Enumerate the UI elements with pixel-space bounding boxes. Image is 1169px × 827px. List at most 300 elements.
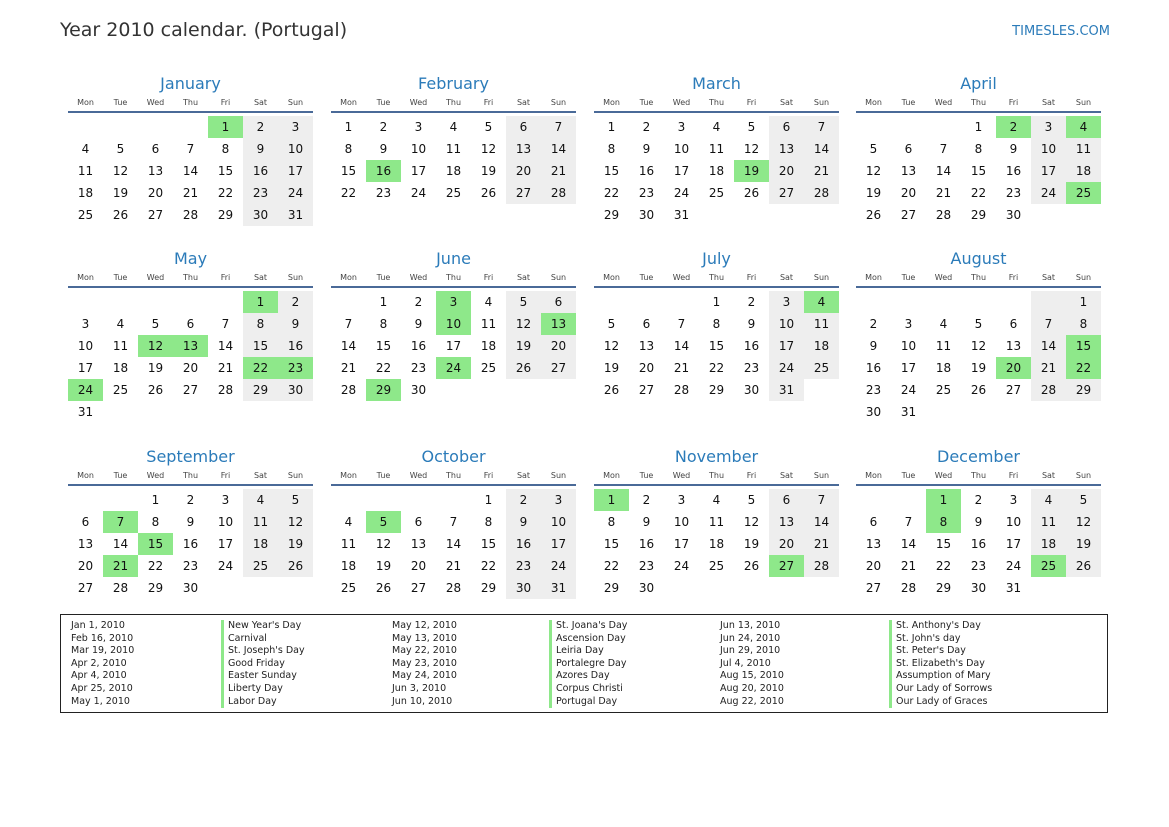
day-cell[interactable]: 26 — [112, 208, 129, 222]
day-cell[interactable]: 14 — [804, 138, 839, 160]
day-cell[interactable]: 25 — [708, 186, 725, 200]
day-cell[interactable]: 20 — [865, 559, 882, 573]
day-cell[interactable]: 3 — [81, 317, 90, 331]
day-cell[interactable]: 4 — [712, 120, 721, 134]
day-cell[interactable]: 20 — [541, 335, 576, 357]
day-cell[interactable]: 22 — [147, 559, 164, 573]
day-cell[interactable]: 29 — [935, 581, 952, 595]
day-cell[interactable]: 2 — [642, 120, 651, 134]
brand-link[interactable]: TIMESLES.COM — [1012, 24, 1110, 39]
day-cell[interactable]: 29 — [603, 208, 620, 222]
day-cell[interactable]: 30 — [410, 383, 427, 397]
day-cell[interactable]: 15 — [217, 164, 234, 178]
day-cell[interactable]: 2 — [869, 317, 878, 331]
day-cell[interactable]: 3 — [904, 317, 913, 331]
day-cell[interactable]: 5 — [484, 120, 493, 134]
day-cell[interactable]: 21 — [804, 533, 839, 555]
day-cell[interactable]: 7 — [1031, 313, 1066, 335]
day-cell[interactable]: 15 — [340, 164, 357, 178]
day-cell[interactable]: 15 — [480, 537, 497, 551]
day-cell[interactable]: 26 — [865, 208, 882, 222]
day-cell[interactable]: 8 — [379, 317, 388, 331]
day-cell[interactable]: 18 — [480, 339, 497, 353]
day-cell[interactable]: 28 — [804, 555, 839, 577]
day-cell[interactable]: 26 — [1066, 555, 1101, 577]
day-cell[interactable]: 24 — [1005, 559, 1022, 573]
day-cell[interactable]: 15 — [708, 339, 725, 353]
day-cell[interactable]: 6 — [506, 116, 541, 138]
day-cell[interactable]: 21 — [217, 361, 234, 375]
day-cell[interactable]: 16 — [638, 164, 655, 178]
day-cell[interactable]: 24 — [410, 186, 427, 200]
day-cell[interactable]: 30 — [743, 383, 760, 397]
day-cell[interactable]: 21 — [804, 160, 839, 182]
day-cell[interactable]: 10 — [1031, 138, 1066, 160]
day-cell[interactable]: 8 — [712, 317, 721, 331]
day-cell[interactable]: 15 — [970, 164, 987, 178]
day-cell[interactable]: 4 — [81, 142, 90, 156]
day-cell[interactable]: 5 — [974, 317, 983, 331]
day-cell[interactable]: 16 — [506, 533, 541, 555]
day-cell[interactable]: 14 — [804, 511, 839, 533]
day-cell[interactable]: 9 — [243, 138, 278, 160]
day-cell[interactable]: 29 — [603, 581, 620, 595]
day-cell[interactable]: 6 — [904, 142, 913, 156]
day-cell[interactable]: 21 — [900, 559, 917, 573]
day-cell[interactable]: 31 — [278, 204, 313, 226]
day-cell[interactable]: 18 — [708, 164, 725, 178]
day-cell[interactable]: 5 — [1066, 489, 1101, 511]
day-cell[interactable]: 5 — [607, 317, 616, 331]
day-cell[interactable]: 23 — [375, 186, 392, 200]
day-cell[interactable]: 11 — [480, 317, 497, 331]
day-cell[interactable]: 8 — [607, 515, 616, 529]
day-cell[interactable]: 18 — [1066, 160, 1101, 182]
day-cell[interactable]: 29 — [1066, 379, 1101, 401]
day-cell[interactable]: 2 — [414, 295, 423, 309]
day-cell[interactable]: 8 — [974, 142, 983, 156]
day-cell[interactable]: 8 — [926, 511, 961, 533]
day-cell[interactable]: 5 — [366, 511, 401, 533]
day-cell[interactable]: 10 — [673, 515, 690, 529]
day-cell[interactable]: 14 — [182, 164, 199, 178]
day-cell[interactable]: 24 — [673, 186, 690, 200]
day-cell[interactable]: 19 — [1066, 533, 1101, 555]
day-cell[interactable]: 1 — [712, 295, 721, 309]
day-cell[interactable]: 19 — [865, 186, 882, 200]
day-cell[interactable]: 9 — [186, 515, 195, 529]
day-cell[interactable]: 5 — [116, 142, 125, 156]
day-cell[interactable]: 7 — [939, 142, 948, 156]
day-cell[interactable]: 27 — [638, 383, 655, 397]
day-cell[interactable]: 19 — [734, 160, 769, 182]
day-cell[interactable]: 3 — [278, 116, 313, 138]
day-cell[interactable]: 17 — [278, 160, 313, 182]
day-cell[interactable]: 16 — [366, 160, 401, 182]
day-cell[interactable]: 29 — [970, 208, 987, 222]
day-cell[interactable]: 11 — [340, 537, 357, 551]
day-cell[interactable]: 13 — [1005, 339, 1022, 353]
day-cell[interactable]: 17 — [445, 339, 462, 353]
day-cell[interactable]: 21 — [445, 559, 462, 573]
day-cell[interactable]: 10 — [673, 142, 690, 156]
day-cell[interactable]: 13 — [410, 537, 427, 551]
day-cell[interactable]: 18 — [935, 361, 952, 375]
day-cell[interactable]: 24 — [900, 383, 917, 397]
day-cell[interactable]: 10 — [436, 313, 471, 335]
day-cell[interactable]: 9 — [642, 515, 651, 529]
day-cell[interactable]: 28 — [112, 581, 129, 595]
day-cell[interactable]: 26 — [970, 383, 987, 397]
day-cell[interactable]: 2 — [243, 116, 278, 138]
day-cell[interactable]: 19 — [375, 559, 392, 573]
day-cell[interactable]: 1 — [607, 120, 616, 134]
day-cell[interactable]: 22 — [708, 361, 725, 375]
day-cell[interactable]: 27 — [865, 581, 882, 595]
day-cell[interactable]: 18 — [340, 559, 357, 573]
day-cell[interactable]: 14 — [217, 339, 234, 353]
day-cell[interactable]: 8 — [151, 515, 160, 529]
day-cell[interactable]: 25 — [112, 383, 129, 397]
day-cell[interactable]: 11 — [804, 313, 839, 335]
day-cell[interactable]: 16 — [243, 160, 278, 182]
day-cell[interactable]: 5 — [506, 291, 541, 313]
day-cell[interactable]: 19 — [603, 361, 620, 375]
day-cell[interactable]: 4 — [243, 489, 278, 511]
day-cell[interactable]: 23 — [638, 559, 655, 573]
day-cell[interactable]: 10 — [278, 138, 313, 160]
day-cell[interactable]: 4 — [344, 515, 353, 529]
day-cell[interactable]: 23 — [970, 559, 987, 573]
day-cell[interactable]: 11 — [1031, 511, 1066, 533]
day-cell[interactable]: 4 — [1031, 489, 1066, 511]
day-cell[interactable]: 17 — [410, 164, 427, 178]
day-cell[interactable]: 8 — [484, 515, 493, 529]
day-cell[interactable]: 10 — [769, 313, 804, 335]
day-cell[interactable]: 9 — [974, 515, 983, 529]
day-cell[interactable]: 30 — [182, 581, 199, 595]
day-cell[interactable]: 6 — [1009, 317, 1018, 331]
day-cell[interactable]: 19 — [743, 537, 760, 551]
day-cell[interactable]: 23 — [410, 361, 427, 375]
day-cell[interactable]: 26 — [147, 383, 164, 397]
day-cell[interactable]: 12 — [970, 339, 987, 353]
day-cell[interactable]: 21 — [182, 186, 199, 200]
day-cell[interactable]: 4 — [449, 120, 458, 134]
day-cell[interactable]: 1 — [379, 295, 388, 309]
day-cell[interactable]: 1 — [926, 489, 961, 511]
day-cell[interactable]: 22 — [1066, 357, 1101, 379]
day-cell[interactable]: 11 — [445, 142, 462, 156]
day-cell[interactable]: 30 — [1005, 208, 1022, 222]
day-cell[interactable]: 28 — [445, 581, 462, 595]
day-cell[interactable]: 14 — [541, 138, 576, 160]
day-cell[interactable]: 26 — [506, 357, 541, 379]
day-cell[interactable]: 12 — [865, 164, 882, 178]
day-cell[interactable]: 6 — [769, 116, 804, 138]
day-cell[interactable]: 9 — [1009, 142, 1018, 156]
day-cell[interactable]: 27 — [1005, 383, 1022, 397]
day-cell[interactable]: 16 — [865, 361, 882, 375]
day-cell[interactable]: 19 — [112, 186, 129, 200]
day-cell[interactable]: 8 — [344, 142, 353, 156]
day-cell[interactable]: 13 — [865, 537, 882, 551]
day-cell[interactable]: 3 — [769, 291, 804, 313]
day-cell[interactable]: 15 — [375, 339, 392, 353]
day-cell[interactable]: 4 — [116, 317, 125, 331]
day-cell[interactable]: 4 — [1066, 116, 1101, 138]
day-cell[interactable]: 9 — [278, 313, 313, 335]
day-cell[interactable]: 20 — [769, 160, 804, 182]
day-cell[interactable]: 28 — [900, 581, 917, 595]
day-cell[interactable]: 20 — [506, 160, 541, 182]
day-cell[interactable]: 11 — [708, 142, 725, 156]
day-cell[interactable]: 27 — [769, 555, 804, 577]
day-cell[interactable]: 15 — [1066, 335, 1101, 357]
day-cell[interactable]: 18 — [243, 533, 278, 555]
day-cell[interactable]: 24 — [278, 182, 313, 204]
day-cell[interactable]: 27 — [900, 208, 917, 222]
day-cell[interactable]: 27 — [77, 581, 94, 595]
day-cell[interactable]: 29 — [708, 383, 725, 397]
day-cell[interactable]: 30 — [506, 577, 541, 599]
day-cell[interactable]: 19 — [147, 361, 164, 375]
day-cell[interactable]: 27 — [769, 182, 804, 204]
day-cell[interactable]: 14 — [935, 164, 952, 178]
day-cell[interactable]: 3 — [221, 493, 230, 507]
day-cell[interactable]: 7 — [449, 515, 458, 529]
day-cell[interactable]: 23 — [506, 555, 541, 577]
day-cell[interactable]: 20 — [182, 361, 199, 375]
day-cell[interactable]: 8 — [1066, 313, 1101, 335]
day-cell[interactable]: 10 — [77, 339, 94, 353]
day-cell[interactable]: 24 — [673, 559, 690, 573]
day-cell[interactable]: 31 — [673, 208, 690, 222]
day-cell[interactable]: 7 — [804, 116, 839, 138]
day-cell[interactable]: 8 — [221, 142, 230, 156]
day-cell[interactable]: 5 — [869, 142, 878, 156]
day-cell[interactable]: 24 — [1031, 182, 1066, 204]
day-cell[interactable]: 6 — [151, 142, 160, 156]
day-cell[interactable]: 2 — [642, 493, 651, 507]
day-cell[interactable]: 11 — [112, 339, 129, 353]
day-cell[interactable]: 14 — [340, 339, 357, 353]
day-cell[interactable]: 3 — [1031, 116, 1066, 138]
day-cell[interactable]: 1 — [243, 291, 278, 313]
day-cell[interactable]: 25 — [708, 559, 725, 573]
day-cell[interactable]: 15 — [935, 537, 952, 551]
day-cell[interactable]: 22 — [603, 186, 620, 200]
day-cell[interactable]: 30 — [638, 208, 655, 222]
day-cell[interactable]: 17 — [1005, 537, 1022, 551]
day-cell[interactable]: 24 — [68, 379, 103, 401]
day-cell[interactable]: 16 — [970, 537, 987, 551]
day-cell[interactable]: 17 — [900, 361, 917, 375]
day-cell[interactable]: 5 — [747, 493, 756, 507]
day-cell[interactable]: 1 — [151, 493, 160, 507]
day-cell[interactable]: 22 — [480, 559, 497, 573]
day-cell[interactable]: 12 — [743, 142, 760, 156]
day-cell[interactable]: 20 — [638, 361, 655, 375]
day-cell[interactable]: 27 — [541, 357, 576, 379]
day-cell[interactable]: 8 — [243, 313, 278, 335]
day-cell[interactable]: 22 — [603, 559, 620, 573]
day-cell[interactable]: 5 — [278, 489, 313, 511]
day-cell[interactable]: 16 — [278, 335, 313, 357]
day-cell[interactable]: 30 — [243, 204, 278, 226]
day-cell[interactable]: 1 — [974, 120, 983, 134]
day-cell[interactable]: 24 — [769, 357, 804, 379]
day-cell[interactable]: 6 — [769, 489, 804, 511]
day-cell[interactable]: 26 — [480, 186, 497, 200]
day-cell[interactable]: 8 — [607, 142, 616, 156]
day-cell[interactable]: 7 — [221, 317, 230, 331]
day-cell[interactable]: 17 — [77, 361, 94, 375]
day-cell[interactable]: 26 — [278, 555, 313, 577]
day-cell[interactable]: 12 — [603, 339, 620, 353]
day-cell[interactable]: 30 — [970, 581, 987, 595]
day-cell[interactable]: 2 — [379, 120, 388, 134]
day-cell[interactable]: 14 — [1031, 335, 1066, 357]
day-cell[interactable]: 16 — [410, 339, 427, 353]
day-cell[interactable]: 4 — [939, 317, 948, 331]
day-cell[interactable]: 28 — [340, 383, 357, 397]
day-cell[interactable]: 25 — [804, 357, 839, 379]
day-cell[interactable]: 16 — [1005, 164, 1022, 178]
day-cell[interactable]: 30 — [278, 379, 313, 401]
day-cell[interactable]: 17 — [673, 164, 690, 178]
day-cell[interactable]: 6 — [186, 317, 195, 331]
day-cell[interactable]: 26 — [743, 186, 760, 200]
day-cell[interactable]: 12 — [375, 537, 392, 551]
day-cell[interactable]: 9 — [642, 142, 651, 156]
day-cell[interactable]: 10 — [410, 142, 427, 156]
day-cell[interactable]: 12 — [1066, 511, 1101, 533]
day-cell[interactable]: 19 — [970, 361, 987, 375]
day-cell[interactable]: 4 — [804, 291, 839, 313]
day-cell[interactable]: 20 — [147, 186, 164, 200]
day-cell[interactable]: 18 — [445, 164, 462, 178]
day-cell[interactable]: 31 — [1005, 581, 1022, 595]
day-cell[interactable]: 13 — [638, 339, 655, 353]
day-cell[interactable]: 29 — [243, 379, 278, 401]
day-cell[interactable]: 5 — [747, 120, 756, 134]
day-cell[interactable]: 27 — [182, 383, 199, 397]
day-cell[interactable]: 1 — [208, 116, 243, 138]
day-cell[interactable]: 31 — [900, 405, 917, 419]
day-cell[interactable]: 25 — [1066, 182, 1101, 204]
day-cell[interactable]: 10 — [1005, 515, 1022, 529]
day-cell[interactable]: 21 — [1031, 357, 1066, 379]
day-cell[interactable]: 11 — [708, 515, 725, 529]
day-cell[interactable]: 25 — [340, 581, 357, 595]
day-cell[interactable]: 28 — [673, 383, 690, 397]
day-cell[interactable]: 27 — [147, 208, 164, 222]
day-cell[interactable]: 2 — [974, 493, 983, 507]
day-cell[interactable]: 31 — [77, 405, 94, 419]
day-cell[interactable]: 15 — [243, 335, 278, 357]
day-cell[interactable]: 16 — [182, 537, 199, 551]
day-cell[interactable]: 23 — [182, 559, 199, 573]
day-cell[interactable]: 19 — [278, 533, 313, 555]
day-cell[interactable]: 14 — [900, 537, 917, 551]
day-cell[interactable]: 4 — [484, 295, 493, 309]
day-cell[interactable]: 12 — [480, 142, 497, 156]
day-cell[interactable]: 18 — [112, 361, 129, 375]
day-cell[interactable]: 28 — [804, 182, 839, 204]
day-cell[interactable]: 10 — [217, 515, 234, 529]
day-cell[interactable]: 16 — [743, 339, 760, 353]
day-cell[interactable]: 15 — [138, 533, 173, 555]
day-cell[interactable]: 11 — [77, 164, 94, 178]
day-cell[interactable]: 25 — [243, 555, 278, 577]
day-cell[interactable]: 23 — [638, 186, 655, 200]
day-cell[interactable]: 22 — [217, 186, 234, 200]
day-cell[interactable]: 10 — [900, 339, 917, 353]
day-cell[interactable]: 1 — [594, 489, 629, 511]
day-cell[interactable]: 27 — [410, 581, 427, 595]
day-cell[interactable]: 30 — [638, 581, 655, 595]
day-cell[interactable]: 12 — [138, 335, 173, 357]
day-cell[interactable]: 9 — [747, 317, 756, 331]
day-cell[interactable]: 15 — [603, 537, 620, 551]
day-cell[interactable]: 6 — [414, 515, 423, 529]
day-cell[interactable]: 18 — [708, 537, 725, 551]
day-cell[interactable]: 31 — [541, 577, 576, 599]
day-cell[interactable]: 21 — [340, 361, 357, 375]
day-cell[interactable]: 6 — [869, 515, 878, 529]
day-cell[interactable]: 6 — [642, 317, 651, 331]
day-cell[interactable]: 3 — [436, 291, 471, 313]
day-cell[interactable]: 26 — [603, 383, 620, 397]
day-cell[interactable]: 28 — [541, 182, 576, 204]
day-cell[interactable]: 28 — [935, 208, 952, 222]
day-cell[interactable]: 9 — [414, 317, 423, 331]
day-cell[interactable]: 17 — [1031, 160, 1066, 182]
day-cell[interactable]: 1 — [1066, 291, 1101, 313]
day-cell[interactable]: 16 — [638, 537, 655, 551]
day-cell[interactable]: 13 — [541, 313, 576, 335]
day-cell[interactable]: 13 — [900, 164, 917, 178]
day-cell[interactable]: 13 — [769, 138, 804, 160]
day-cell[interactable]: 28 — [182, 208, 199, 222]
day-cell[interactable]: 31 — [769, 379, 804, 401]
day-cell[interactable]: 27 — [506, 182, 541, 204]
day-cell[interactable]: 11 — [1066, 138, 1101, 160]
day-cell[interactable]: 14 — [673, 339, 690, 353]
day-cell[interactable]: 29 — [147, 581, 164, 595]
day-cell[interactable]: 21 — [541, 160, 576, 182]
day-cell[interactable]: 7 — [344, 317, 353, 331]
day-cell[interactable]: 28 — [217, 383, 234, 397]
day-cell[interactable]: 14 — [445, 537, 462, 551]
day-cell[interactable]: 9 — [506, 511, 541, 533]
day-cell[interactable]: 21 — [935, 186, 952, 200]
day-cell[interactable]: 3 — [541, 489, 576, 511]
day-cell[interactable]: 14 — [112, 537, 129, 551]
day-cell[interactable]: 18 — [77, 186, 94, 200]
day-cell[interactable]: 1 — [344, 120, 353, 134]
day-cell[interactable]: 25 — [480, 361, 497, 375]
day-cell[interactable]: 9 — [869, 339, 878, 353]
day-cell[interactable]: 11 — [243, 511, 278, 533]
day-cell[interactable]: 13 — [77, 537, 94, 551]
day-cell[interactable]: 22 — [375, 361, 392, 375]
day-cell[interactable]: 24 — [217, 559, 234, 573]
day-cell[interactable]: 12 — [278, 511, 313, 533]
day-cell[interactable]: 3 — [414, 120, 423, 134]
day-cell[interactable]: 25 — [935, 383, 952, 397]
